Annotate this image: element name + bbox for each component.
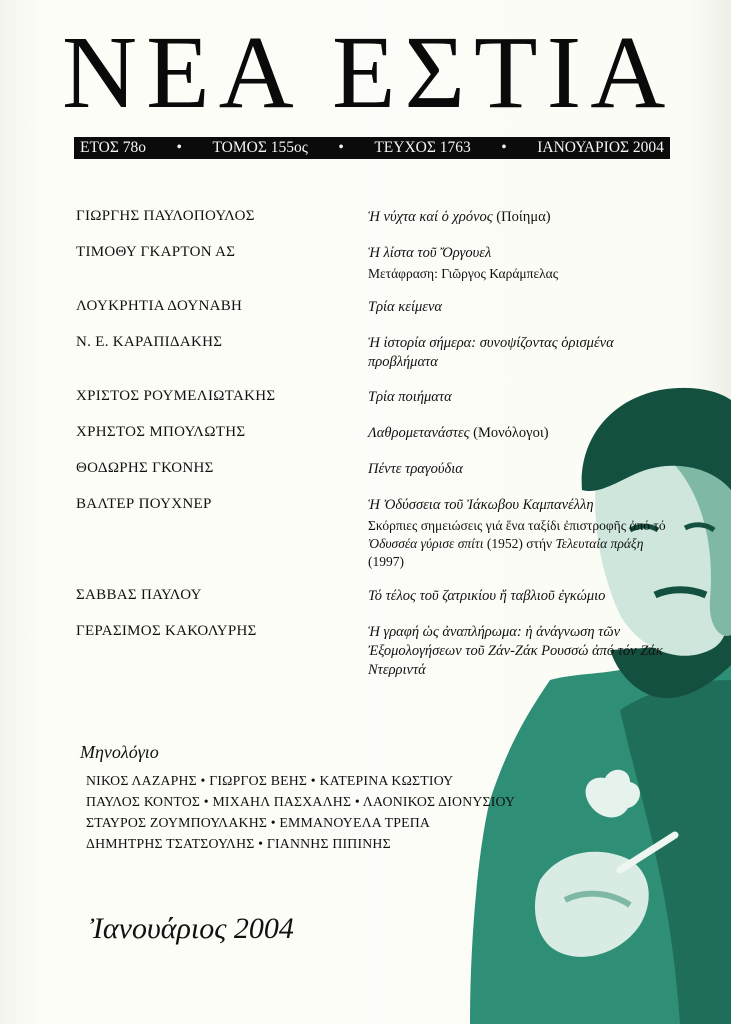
toc-title-genre: (Μονόλογοι) [473, 425, 549, 441]
subtitle-work-title: Τελευταία πράξη [555, 536, 644, 551]
menologio-line: ΔΗΜΗΤΡΗΣ ΤΣΑΤΣΟΥΛΗΣ • ΓΙΑΝΝΗΣ ΠΙΠΙΝΗΣ [86, 836, 391, 851]
issue-month: ΙΑΝΟΥΑΡΙΟΣ 2004 [537, 139, 664, 156]
toc-author: ΘΟΔΩΡΗΣ ΓΚΟΝΗΣ [76, 460, 214, 476]
toc-subtitle [368, 517, 668, 571]
toc-title [368, 496, 668, 571]
issue-volume: ΤΟΜΟΣ 155ος [212, 139, 308, 156]
toc-title-text: Ἡ νύχτα καί ὁ χρόνος [368, 209, 493, 225]
toc-title: Τό τέλος τοῦ ζατρικίου ἤ ταβλιοῦ ἐγκώμιο [368, 588, 606, 604]
toc-author: ΣΑΒΒΑΣ ΠΑΥΛΟΥ [76, 587, 202, 603]
toc-author: ΓΙΩΡΓΗΣ ΠΑΥΛΟΠΟΥΛΟΣ [76, 208, 255, 224]
toc-subtitle: Μετάφραση: Γιῶργος Καράμπελας [368, 266, 559, 281]
subtitle-part: (1997) [368, 554, 404, 569]
toc-author: ΛΟΥΚΡΗΤΙΑ ΔΟΥΝΑΒΗ [76, 298, 243, 314]
toc-title-text: Ἡ Ὀδύσσεια τοῦ Ἰάκωβου Καμπανέλλη [368, 497, 594, 513]
toc-title [368, 244, 668, 283]
issue-date: Ἰανουάριος 2004 [90, 912, 294, 945]
toc-author: ΧΡΗΣΤΟΣ ΜΠΟΥΛΩΤΗΣ [76, 424, 246, 440]
menologio-line: ΣΤΑΥΡΟΣ ΖΟΥΜΠΟΥΛΑΚΗΣ • ΕΜΜΑΝΟΥΕΛΑ ΤΡΕΠΑ [86, 815, 431, 830]
toc-author: ΓΕΡΑΣΙΜΟΣ ΚΑΚΟΛΥΡΗΣ [76, 623, 257, 639]
masthead-title: ΝΕΑ ΕΣΤΙΑ [62, 15, 675, 130]
separator-dot: • [338, 139, 344, 156]
subtitle-part: Σκόρπιες σημειώσεις γιά ἕνα ταξίδι ἐπιστροφῆς ἀπό τό [368, 518, 666, 533]
toc-title-genre: (Ποίημα) [496, 209, 551, 225]
toc-title: Πέντε τραγούδια [368, 461, 463, 477]
toc-title [368, 208, 668, 227]
separator-dot: • [501, 139, 507, 156]
menologio-names [86, 770, 515, 854]
toc-title: Τρία κείμενα [368, 299, 443, 315]
toc-title-text: Λαθρομετανάστες [368, 425, 470, 441]
subtitle-part: (1952) στήν [483, 536, 556, 551]
issue-info-bar [74, 137, 670, 159]
toc-title [368, 424, 668, 443]
separator-dot: • [176, 139, 182, 156]
issue-number: ΤΕΥΧΟΣ 1763 [374, 139, 471, 156]
toc-title: Ἡ ἱστορία σήμερα: συνοψίζοντας ὁρισμένα προβλήματα [368, 335, 614, 370]
menologio-line: ΠΑΥΛΟΣ ΚΟΝΤΟΣ • ΜΙΧΑΗΛ ΠΑΣΧΑΛΗΣ • ΛΑΟΝΙΚΟΣ ΔΙΟΝΥΣΙΟΥ [86, 794, 516, 809]
menologio-line: ΝΙΚΟΣ ΛΑΖΑΡΗΣ • ΓΙΩΡΓΟΣ ΒΕΗΣ • ΚΑΤΕΡΙΝΑ ΚΩΣΤΙΟΥ [86, 773, 454, 788]
toc-author: ΧΡΙΣΤΟΣ ΡΟΥΜΕΛΙΩΤΑΚΗΣ [76, 388, 276, 404]
subtitle-work-title: Ὀδυσσέα γύρισε σπίτι [368, 536, 484, 551]
toc-author: Ν. Ε. ΚΑΡΑΠΙΔΑΚΗΣ [76, 334, 223, 350]
toc-author: ΤΙΜΟΘΥ ΓΚΑΡΤΟΝ ΑΣ [76, 244, 236, 260]
menologio-heading: Μηνολόγιο [80, 742, 159, 762]
toc-author: ΒΑΛΤΕΡ ΠΟΥΧΝΕΡ [76, 496, 212, 512]
issue-year: ΕΤΟΣ 78ο [80, 139, 146, 156]
toc-title: Ἡ γραφή ὡς ἀναπλήρωμα: ἡ ἀνάγνωση τῶν Ἐξομολογήσεων τοῦ Ζάν-Ζάκ Ρουσσώ ἀπό τόν Ζάκ Ντερριντά [368, 624, 663, 678]
toc-title-text: Ἡ λίστα τοῦ Ὄργουελ [368, 245, 492, 261]
toc-title: Τρία ποιήματα [368, 389, 452, 405]
